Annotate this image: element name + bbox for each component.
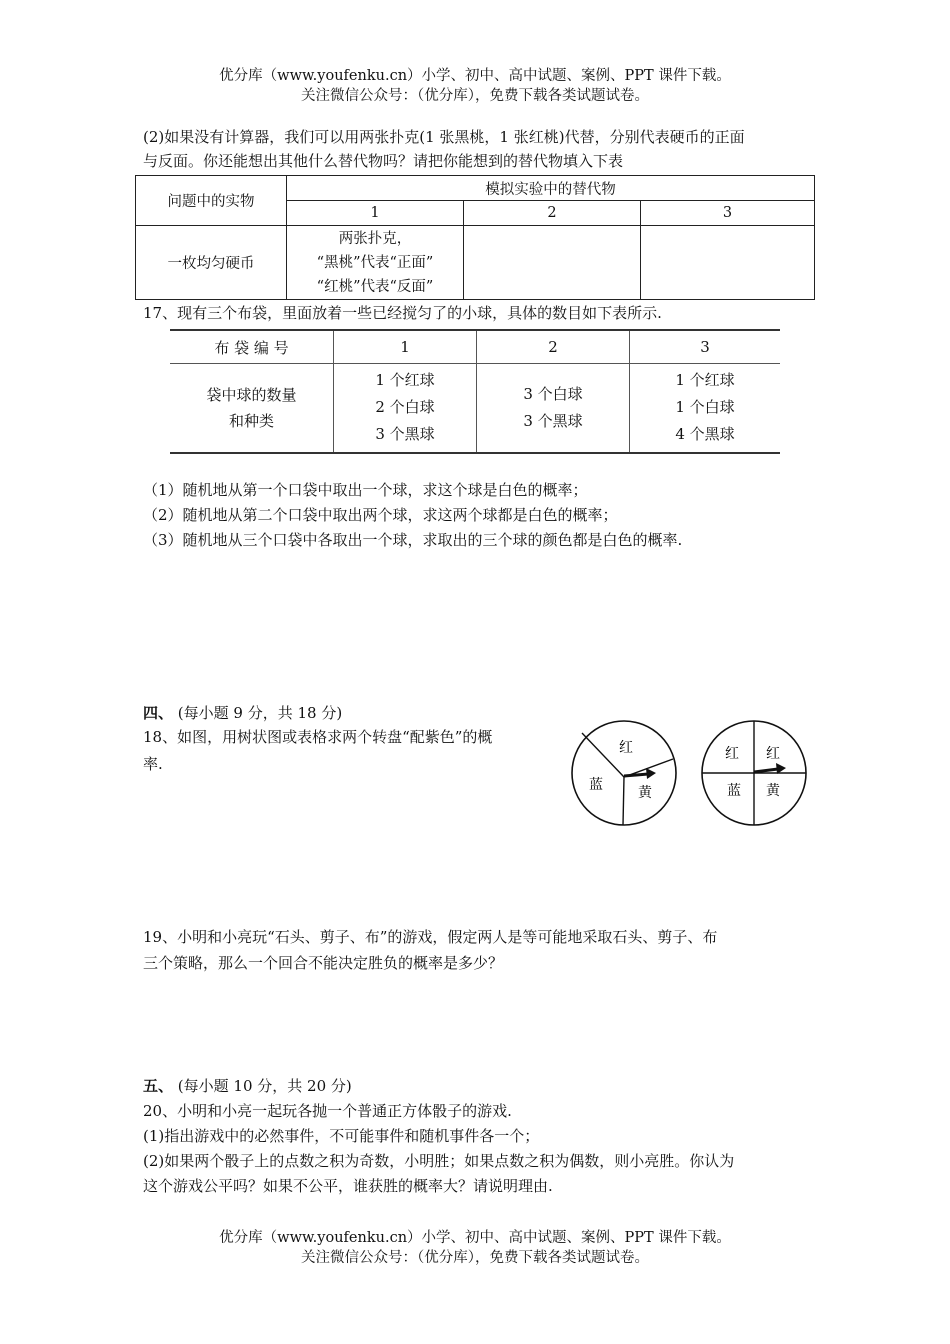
- page-header-line2: 关注微信公众号：（优分库），免费下载各类试题试卷。: [301, 88, 649, 104]
- section-4-title: 四、: [143, 704, 174, 722]
- table1-col-2: 2: [464, 201, 641, 226]
- spinner-2-red-label-2: 红: [766, 746, 780, 762]
- spinner-1-divider: [623, 777, 624, 825]
- spinner-2: [700, 719, 810, 829]
- bag1-item: 1 个红球: [375, 371, 435, 390]
- section-5-title: 五、: [143, 1077, 174, 1095]
- bag1-contents: [334, 364, 477, 453]
- table1-col-header: 问题中的实物: [136, 176, 287, 226]
- spinner-2-red-label: 红: [725, 746, 739, 762]
- q20-line3: (2)如果两个骰子上的点数之积为奇数，小明胜；如果点数之积为偶数，则小亮胜。你认为: [143, 1152, 735, 1170]
- spinner-1: [570, 719, 680, 829]
- table1-cell-1-line1: 两张扑克，: [338, 230, 412, 247]
- bag1-item: 3 个黑球: [375, 425, 435, 444]
- page-header-line1: 优分库（www.youfenku.cn）小学、初中、高中试题、案例、PPT 课件下载。: [219, 68, 731, 84]
- q17-part1: （1）随机地从第一个口袋中取出一个球，求这个球是白色的概率；: [143, 481, 588, 499]
- bag2-item: 3 个白球: [523, 384, 583, 403]
- table1-cell-1-line2: “黑桃”代表“正面”: [316, 254, 434, 271]
- arrow-icon: [646, 768, 656, 779]
- bag2-item: 3 个黑球: [523, 411, 583, 430]
- spinner-1-divider: [582, 733, 624, 777]
- bag-table: [170, 329, 780, 454]
- spinner-2-blue-label: 蓝: [727, 783, 741, 799]
- bag1-item: 2 个白球: [375, 398, 435, 417]
- q19-line1: 19、小明和小亮玩“石头、剪子、布”的游戏，假定两人是等可能地采取石头、剪子、布: [143, 928, 718, 946]
- section-4-heading: [143, 701, 342, 725]
- q16-part2-line1: (2)如果没有计算器，我们可以用两张扑克(1 张黑桃，1 张红桃)代替，分别代表硬币的正面: [143, 128, 745, 146]
- spinner-1-yellow-label: 黄: [638, 785, 652, 801]
- spinner-1-red-label: 红: [619, 740, 633, 756]
- page-footer-line2: 关注微信公众号：（优分库），免费下载各类试题试卷。: [301, 1250, 649, 1266]
- q18-line2: 率.: [143, 755, 163, 773]
- bag3-item: 1 个红球: [675, 371, 735, 390]
- q17-part2: （2）随机地从第二个口袋中取出两个球，求这两个球都是白色的概率；: [143, 506, 618, 524]
- table1-group-header: 模拟实验中的替代物: [287, 176, 815, 201]
- table1-cell-3[interactable]: [641, 226, 815, 300]
- spinner-1-pointer: [624, 774, 648, 776]
- table1-row-label: 一枚均匀硬币: [136, 226, 287, 300]
- section-5-note: (每小题 10 分，共 20 分): [177, 1077, 352, 1095]
- q17-intro: 17、现有三个布袋，里面放着一些已经搅匀了的小球，具体的数目如下表所示.: [143, 304, 662, 322]
- q19-line2: 三个策略，那么一个回合不能决定胜负的概率是多少？: [143, 954, 504, 972]
- q20-line4: 这个游戏公平吗？如果不公平，谁获胜的概率大？请说明理由.: [143, 1177, 553, 1195]
- table1-cell-1-line3: “红桃”代表“反面”: [316, 278, 434, 295]
- bag3-item: 1 个白球: [675, 398, 735, 417]
- spinner-2-yellow-label: 黄: [766, 783, 780, 799]
- table1-col-1: 1: [287, 201, 464, 226]
- bag-table-col-2: 2: [477, 330, 630, 364]
- page-footer-line1: 优分库（www.youfenku.cn）小学、初中、高中试题、案例、PPT 课件下载。: [219, 1230, 731, 1246]
- bag-table-col-1: 1: [334, 330, 477, 364]
- spinner-1-blue-label: 蓝: [589, 777, 603, 793]
- bag3-contents: [630, 364, 781, 453]
- table1-cell-2[interactable]: [464, 226, 641, 300]
- section-4-note: (每小题 9 分，共 18 分): [177, 704, 343, 722]
- bag-table-col-3: 3: [630, 330, 781, 364]
- section-5-heading: [143, 1074, 352, 1098]
- bag-table-row-label-line2: 和种类: [228, 411, 274, 430]
- q20-line1: 20、小明和小亮一起玩各抛一个普通正方体骰子的游戏.: [143, 1102, 512, 1120]
- q16-part2-line2: 与反面。你还能想出其他什么替代物吗？请把你能想到的替代物填入下表: [143, 152, 624, 170]
- q18-line1: 18、如图，用树状图或表格求两个转盘“配紫色”的概: [143, 728, 493, 746]
- table1-cell-1: [287, 226, 464, 300]
- q17-part3: （3）随机地从三个口袋中各取出一个球，求取出的三个球的颜色都是白色的概率.: [143, 531, 683, 549]
- table1-col-3: 3: [641, 201, 815, 226]
- bag2-contents: [477, 364, 630, 453]
- substitute-table: [135, 175, 815, 300]
- bag3-item: 4 个黑球: [675, 425, 735, 444]
- q20-line2: (1)指出游戏中的必然事件，不可能事件和随机事件各一个；: [143, 1127, 540, 1145]
- bag-table-header-label: 布 袋 编 号: [170, 330, 334, 364]
- bag-table-row-label-line1: 袋中球的数量: [206, 385, 297, 404]
- spinner-2-pointer: [754, 769, 778, 772]
- bag-table-row-label: [170, 364, 334, 453]
